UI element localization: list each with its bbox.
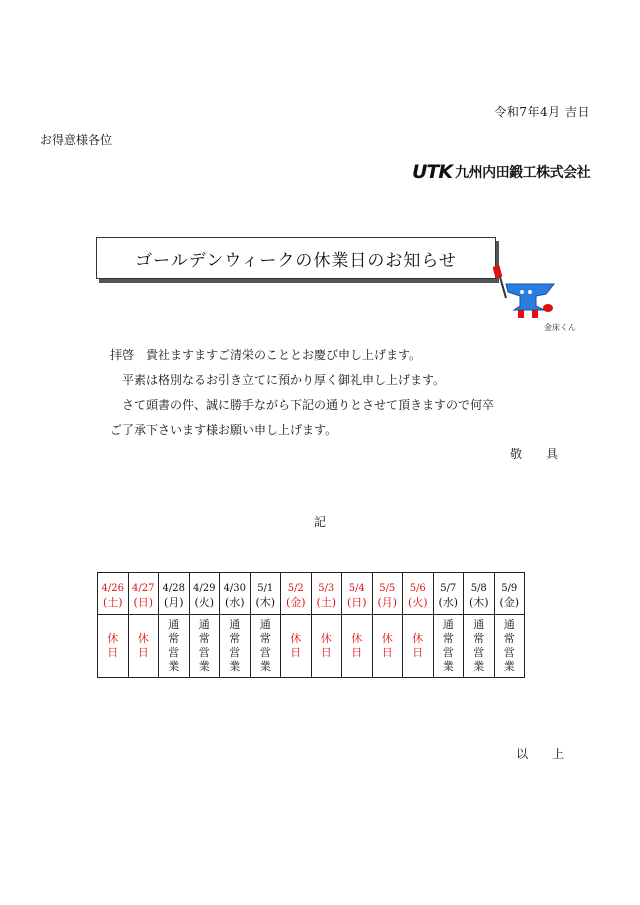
schedule-status-text: 休日 — [320, 632, 332, 659]
schedule-status-cell — [494, 615, 525, 678]
closing-ijou: 以 上 — [516, 747, 574, 761]
schedule-status-cell — [311, 615, 342, 678]
schedule-status-text: 休日 — [351, 632, 363, 659]
schedule-date-cell: 5/7 — [433, 573, 464, 595]
company-logo: UTK — [412, 161, 453, 183]
schedule-status-cell — [464, 615, 495, 678]
company-name: 九州内田鍛工株式会社 — [455, 165, 591, 181]
body-line: 拝啓 貴社ますますご清栄のこととお慶び申し上げます。 — [110, 348, 422, 362]
schedule-status-cell — [128, 615, 159, 678]
schedule-status-cell — [189, 615, 220, 678]
schedule-status-cell — [433, 615, 464, 678]
schedule-date-cell: 5/8 — [464, 573, 495, 595]
schedule-status-cell — [403, 615, 434, 678]
schedule-status-cell — [220, 615, 251, 678]
schedule-status-text: 通常営業 — [503, 618, 515, 673]
weekday-row — [98, 594, 525, 615]
schedule-status-text: 通常営業 — [473, 618, 485, 673]
body-line: さて頭書の件、誠に勝手ながら下記の通りとさせて頂きますので何卒 — [110, 398, 495, 412]
letter-body — [110, 343, 580, 443]
schedule-status-text: 通常営業 — [229, 618, 241, 673]
schedule-weekday-cell: (土) — [311, 594, 342, 615]
schedule-date-cell: 5/6 — [403, 573, 434, 595]
schedule-weekday-cell: (水) — [433, 594, 464, 615]
date-row — [98, 573, 525, 595]
schedule-status-cell — [342, 615, 373, 678]
schedule-date-cell: 5/4 — [342, 573, 373, 595]
company-header — [412, 161, 590, 183]
schedule-status-text: 休日 — [412, 632, 424, 659]
schedule-date-cell: 5/5 — [372, 573, 403, 595]
addressee: お得意様各位 — [40, 133, 113, 147]
ki-heading: 記 — [314, 515, 327, 529]
schedule-weekday-cell: (日) — [342, 594, 373, 615]
closing-keigu: 敬 具 — [510, 447, 568, 461]
schedule-status-cell — [250, 615, 281, 678]
schedule-status-cell — [159, 615, 190, 678]
schedule-weekday-cell: (木) — [464, 594, 495, 615]
status-row — [98, 615, 525, 678]
schedule-date-cell: 4/26 — [98, 573, 129, 595]
schedule-status-text: 通常営業 — [442, 618, 454, 673]
schedule-status-text: 通常営業 — [168, 618, 180, 673]
schedule-status-text: 休日 — [381, 632, 393, 659]
schedule-weekday-cell: (火) — [403, 594, 434, 615]
schedule-weekday-cell: (月) — [372, 594, 403, 615]
schedule-status-cell — [98, 615, 129, 678]
schedule-weekday-cell: (金) — [281, 594, 312, 615]
schedule-weekday-cell: (木) — [250, 594, 281, 615]
schedule-date-cell: 5/9 — [494, 573, 525, 595]
schedule-status-cell — [372, 615, 403, 678]
schedule-weekday-cell: (月) — [159, 594, 190, 615]
holiday-schedule-table — [97, 572, 525, 678]
notice-title: ゴールデンウィークの休業日のお知らせ — [96, 237, 496, 279]
body-line: ご了承下さいます様お願い申し上げます。 — [110, 423, 338, 437]
schedule-weekday-cell: (水) — [220, 594, 251, 615]
schedule-weekday-cell: (火) — [189, 594, 220, 615]
schedule-date-cell: 4/27 — [128, 573, 159, 595]
schedule-date-cell: 4/28 — [159, 573, 190, 595]
schedule-status-text: 休日 — [137, 632, 149, 659]
schedule-status-text: 通常営業 — [198, 618, 210, 673]
anvil-mascot-illustration — [484, 262, 584, 334]
schedule-date-cell: 5/2 — [281, 573, 312, 595]
document-date: 令和7年4月 吉日 — [494, 105, 590, 119]
schedule-date-cell: 4/29 — [189, 573, 220, 595]
schedule-weekday-cell: (土) — [98, 594, 129, 615]
schedule-status-text: 休日 — [107, 632, 119, 659]
body-line: 平素は格別なるお引き立てに預かり厚く御礼申し上げます。 — [110, 373, 446, 387]
schedule-weekday-cell: (日) — [128, 594, 159, 615]
schedule-status-cell — [281, 615, 312, 678]
mascot-label: 金床くん — [544, 323, 576, 332]
schedule-status-text: 通常営業 — [259, 618, 271, 673]
schedule-date-cell: 4/30 — [220, 573, 251, 595]
schedule-date-cell: 5/1 — [250, 573, 281, 595]
schedule-date-cell: 5/3 — [311, 573, 342, 595]
schedule-status-text: 休日 — [290, 632, 302, 659]
schedule-weekday-cell: (金) — [494, 594, 525, 615]
